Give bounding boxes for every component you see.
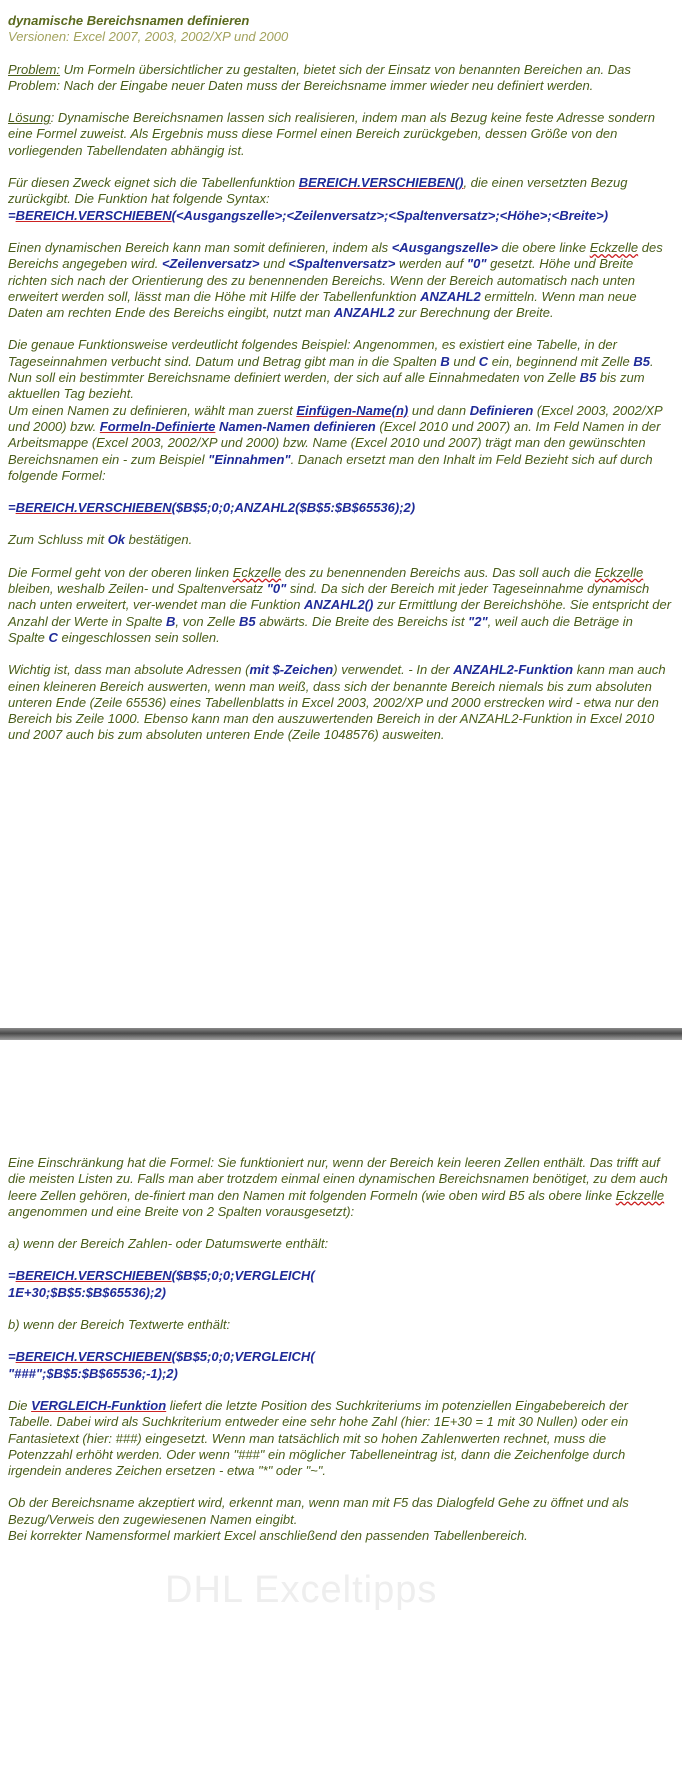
absolute-address-paragraph: [8, 662, 672, 743]
text-run: werden auf: [395, 256, 467, 272]
text-run: , von Zelle: [175, 613, 239, 629]
term: "2": [468, 613, 488, 629]
text-run: bestätigen.: [125, 532, 193, 548]
function-name: BEREICH.VERSCHIEBEN(): [298, 175, 464, 191]
function-name: VERGLEICH-Funktion: [31, 1397, 167, 1413]
verify-paragraph: [8, 1495, 672, 1544]
case-b-heading: b) wenn der Bereich Textwerte enthält:: [8, 1317, 231, 1333]
page-two: [8, 1155, 672, 1560]
page-break-divider: [0, 1028, 682, 1040]
term: C: [478, 353, 489, 369]
term: <Ausgangszelle>: [391, 239, 498, 255]
text-run: ermitteln. Wenn man neue Daten am rechten Ende des Bereichs eingibt, nutzt man: [8, 288, 637, 321]
term: "0": [266, 581, 287, 597]
text-run: ($B$5;0;0;ANZAHL2($B$5:$B$65536);2): [171, 500, 416, 516]
dynamic-range-paragraph: [8, 240, 672, 321]
text-run: die obere linke: [497, 239, 590, 255]
example-paragraph: [8, 337, 672, 484]
function-name: BEREICH.VERSCHIEBEN: [15, 1349, 172, 1365]
term: "0": [466, 256, 487, 272]
document-title: dynamische Bereichsnamen definieren: [8, 13, 250, 28]
term: Namen-Namen definieren: [215, 418, 376, 434]
text-run: ein, beginnend mit Zelle: [488, 353, 634, 369]
menu-path: Einfügen-Name(n): [296, 402, 409, 418]
term: "Einnahmen": [208, 451, 291, 467]
watermark-logo: DHL Exceltipps: [165, 1569, 438, 1611]
term: mit $-Zeichen: [249, 662, 334, 678]
text-run: angenommen und eine Breite von 2 Spalten vorausgesetzt):: [8, 1203, 355, 1219]
limitation-paragraph: [8, 1155, 672, 1220]
versions-line: Versionen: Excel 2007, 2003, 2002/XP und 2000: [8, 29, 289, 45]
formula-numbers: [8, 1268, 672, 1301]
text-run: Wichtig ist, dass man absolute Adressen (: [8, 662, 250, 678]
text-run: des zu benennenden Bereichs aus. Das soll auch die: [281, 564, 595, 580]
solution-text: : Dynamische Bereichsnamen lassen sich realisieren, indem man als Bezug keine feste Adresse sondern eine Formel zuweist. Als Ergebnis muss diese Formel einen Bereich zurückgeben, dessen Größe von den vorliegenden Tabellendaten abhängig ist.: [8, 110, 655, 158]
term: ANZAHL2: [333, 305, 395, 321]
text-run: sind. Da sich der Bereich mit jeder Tageseinnahme dynamisch nach unten erweitert, ver-wendet man die Funktion: [8, 581, 650, 613]
text-run: Die Formel geht von der oberen linken: [8, 564, 233, 580]
explanation-paragraph: [8, 565, 672, 646]
text-run: Die genaue Funktionsweise verdeutlicht folgendes Beispiel: Angenommen, es existiert eine Tabelle, in der Tageseinnahmen verbucht sind. Datum und Betrag gibt man in die Spalten: [8, 337, 617, 369]
formula-main: [8, 500, 672, 516]
term: ANZAHL2: [420, 288, 481, 304]
term: ANZAHL2(): [304, 597, 374, 613]
term: B: [440, 353, 450, 369]
term: B5: [579, 370, 597, 386]
text-run: , die einen versetzten Bezug zurückgibt. Die Funktion hat folgende Syntax:: [8, 175, 628, 207]
term: Ok: [107, 532, 126, 548]
spelling-flag: Eckzelle: [615, 1187, 665, 1203]
term: B: [166, 613, 176, 629]
text-run: =: [8, 500, 16, 516]
text-run: abwärts. Die Breite des Bereichs ist: [255, 613, 469, 629]
text-run: ($B$5;0;0;VERGLEICH(: [171, 1268, 315, 1284]
text-run: Für diesen Zweck eignet sich die Tabellenfunktion: [8, 175, 299, 191]
text-run: ) verwendet. - In der: [333, 662, 454, 678]
solution-paragraph: [8, 110, 672, 159]
text-run: (Excel 2010 und 2007) an. Im Feld Namen in der Arbeitsmappe (Excel 2003, 2002/XP und 2000) bzw. Name (Excel 2010 und 2007) trägt man den gewünschten Bereichsnamen ein - zum Beispiel: [8, 418, 661, 467]
text-run: , weil auch die Beträge in Spalte: [8, 613, 633, 645]
text-run: (<Ausgangszelle>;<Zeilenversatz>;<Spaltenversatz>;<Höhe>;<Breite>): [171, 207, 609, 223]
term: C: [48, 629, 58, 645]
text-run: des Bereichs angegeben wird.: [8, 239, 663, 272]
text-run: Eine Einschränkung hat die Formel: Sie funktioniert nur, wenn der Bereich kein leeren Zellen enthält. Das trifft auf die meisten Listen zu. Falls man aber trotzdem einmal einen dynamischen Bereichsnamen benötiget, zu dem auch leere Zellen gehören, de-finiert man den Namen mit folgenden Formeln (wie oben wird B5 als obere linke: [8, 1155, 668, 1203]
text-run: =: [8, 207, 16, 223]
term: Definieren: [469, 402, 534, 418]
text-run: "###";$B$5:$B$65536;-1);2): [8, 1365, 178, 1381]
text-run: kann man auch einen kleineren Bereich auswerten, wenn man weiß, dass sich der benannte Bereich niemals bis zum absoluten unteren Ende (Zeile 65536) eines Tabellenblatts in Excel 2003, 2002/XP und 2000 erstrecken wird - etwa nur den Bereich bis Zeile 1000. Ebenso kann man den auszuwertenden Bereich in der ANZAHL2-Funktion in Excel 2010 und 2007 auch bis zum absoluten unteren Ende (Zeile 1048576) ausweiten.: [8, 662, 666, 743]
menu-path: Formeln-Definierte: [99, 418, 216, 434]
text-run: . Nun soll ein bestimmter Bereichsname definiert werden, der sich auf alle Einnahmedaten von Zelle: [8, 353, 654, 386]
text-run: zur Berechnung der Breite.: [394, 305, 554, 321]
text-run: Einen dynamischen Bereich kann man somit definieren, indem als: [8, 239, 392, 255]
text-run: Bei korrekter Namensformel markiert Excel anschließend den passenden Tabellenbereich.: [8, 1528, 528, 1544]
text-run: =: [8, 1349, 16, 1365]
term: ANZAHL2-Funktion: [453, 662, 574, 678]
text-run: liefert die letzte Position des Suchkriteriums im potenziellen Eingabebereich der Tabelle. Dabei wird als Suchkriterium entweder eine sehr hohe Zahl (hier: 1E+30 = 1 mit 30 Nullen) oder ein Fantasietext (hier: ###) eingesetzt. Wenn man tatsächlich mit so hohen Zahlenwerten rechnet, muss die Potenzzahl erhöht werden. Oder wenn "###" ein möglicher Tabelleneintrag ist, dann die Zeichenfolge durch irgendein anderes Zeichen ersetzen - etwa "*" oder "~".: [8, 1397, 629, 1479]
text-run: =: [8, 1268, 16, 1284]
text-run: Die: [8, 1397, 32, 1413]
text-run: Ob der Bereichsname akzeptiert wird, erkennt man, wenn man mit F5 das Dialogfeld Gehe zu öffnet und als Bezug/Verweis den zugewiesenen Namen eingibt.: [8, 1495, 629, 1527]
text-run: ($B$5;0;0;VERGLEICH(: [171, 1349, 315, 1365]
solution-label: Lösung: [8, 110, 51, 126]
function-name: BEREICH.VERSCHIEBEN: [15, 207, 172, 223]
text-run: . Danach ersetzt man den Inhalt im Feld Bezieht sich auf durch folgende Formel:: [8, 451, 653, 483]
text-run: (Excel 2003, 2002/XP und 2000) bzw.: [8, 402, 663, 434]
problem-paragraph: [8, 62, 672, 95]
term: <Spaltenversatz>: [288, 256, 396, 272]
formula-text: [8, 1349, 672, 1382]
text-run: bis zum aktuellen Tag bezieht.: [8, 370, 645, 402]
text-run: 1E+30;$B$5:$B$65536);2): [8, 1284, 166, 1300]
problem-label: Problem:: [8, 61, 61, 77]
text-run: Zum Schluss mit: [8, 532, 108, 548]
text-run: Um einen Namen zu definieren, wählt man zuerst: [8, 402, 297, 418]
confirm-paragraph: [8, 532, 672, 548]
syntax-paragraph: [8, 175, 672, 224]
spelling-flag: Eckzelle: [589, 239, 639, 255]
syntax-line: [8, 208, 608, 223]
case-a-heading: a) wenn der Bereich Zahlen- oder Datumswerte enthält:: [8, 1236, 329, 1252]
term: B5: [633, 353, 650, 369]
text-run: gesetzt. Höhe und Breite richten sich nach der Orientierung des zu benennenden Bereichs. Wenn der Bereich automatisch nach unten erweitert werden soll, lässt man die Höhe mit Hilfe der Tabellenfunktion: [8, 256, 636, 304]
function-name: BEREICH.VERSCHIEBEN: [15, 1268, 172, 1284]
function-name: BEREICH.VERSCHIEBEN: [15, 500, 172, 516]
text-run: und dann: [408, 402, 470, 418]
vergleich-paragraph: [8, 1398, 672, 1479]
text-run: bleiben, weshalb Zeilen- und Spaltenversatz: [8, 581, 267, 597]
text-run: und: [259, 256, 289, 272]
spelling-flag: Eckzelle: [232, 564, 282, 580]
term: B5: [239, 613, 256, 629]
problem-text: Um Formeln übersichtlicher zu gestalten, bietet sich der Einsatz von benannten Bereichen an. Das Problem: Nach der Eingabe neuer Daten muss der Bereichsname immer wieder neu definiert werden.: [8, 61, 631, 93]
spelling-flag: Eckzelle: [594, 564, 644, 580]
text-run: und: [449, 353, 479, 369]
text-run: zur Ermittlung der Bereichshöhe. Sie entspricht der Anzahl der Werte in Spalte: [8, 597, 672, 629]
page-one: [8, 13, 672, 760]
text-run: eingeschlossen sein sollen.: [57, 629, 220, 645]
term: <Zeilenversatz>: [161, 256, 260, 272]
